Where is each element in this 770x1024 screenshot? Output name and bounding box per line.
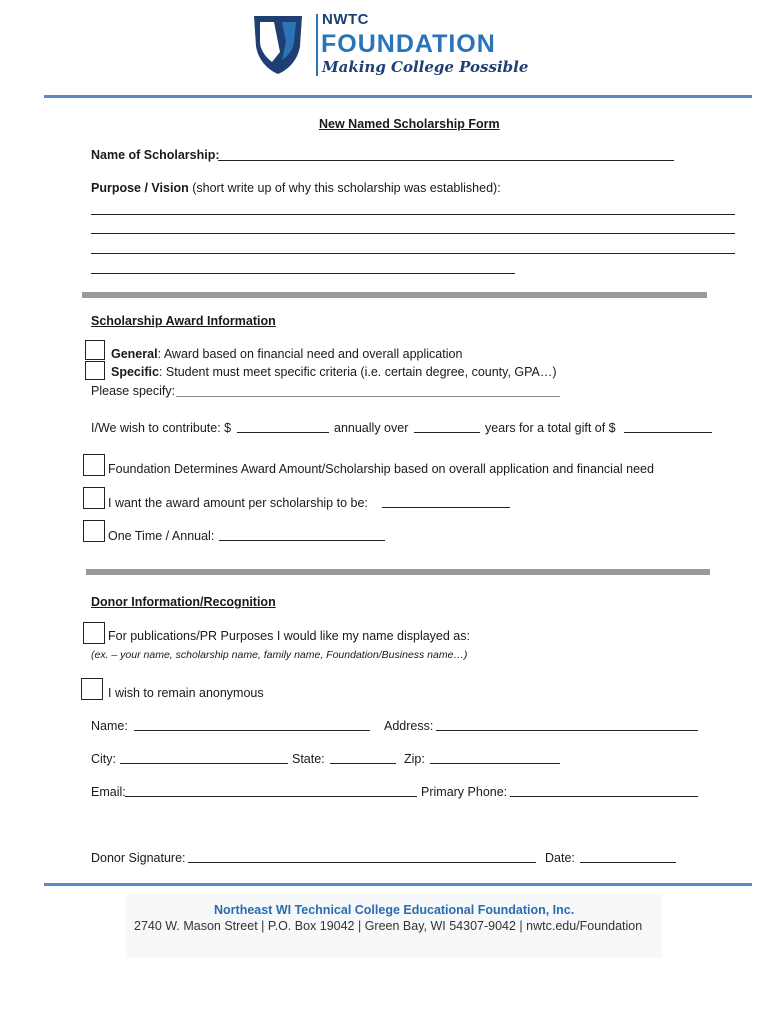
section-divider-2 xyxy=(86,569,710,575)
footer-rule xyxy=(44,883,752,886)
purpose-label: Purpose / Vision xyxy=(91,181,189,195)
one-time-field[interactable] xyxy=(219,540,385,541)
logo-divider xyxy=(316,14,318,76)
publications-hint: (ex. – your name, scholarship name, family name, Foundation/Business name…) xyxy=(91,649,468,661)
foundation-determines-checkbox[interactable] xyxy=(83,454,105,476)
zip-label: Zip: xyxy=(404,752,425,766)
name-field[interactable] xyxy=(134,730,370,731)
contribute-c: years for a total gift of $ xyxy=(485,421,616,435)
scholarship-name-label: Name of Scholarship: xyxy=(91,148,220,162)
award-heading: Scholarship Award Information xyxy=(91,314,276,328)
one-time-checkbox[interactable] xyxy=(83,520,105,542)
section-divider-1 xyxy=(82,292,707,298)
logo-tagline: Making College Possible xyxy=(322,58,529,76)
contribute-years-field[interactable] xyxy=(414,432,480,433)
purpose-line-2[interactable] xyxy=(91,233,735,234)
purpose-line-4[interactable] xyxy=(91,273,515,274)
phone-field[interactable] xyxy=(510,796,698,797)
state-field[interactable] xyxy=(330,763,396,764)
one-time-label: One Time / Annual: xyxy=(108,529,215,543)
award-amount-checkbox[interactable] xyxy=(83,487,105,509)
zip-field[interactable] xyxy=(430,763,560,764)
purpose-line-3[interactable] xyxy=(91,253,735,254)
purpose-row xyxy=(91,180,501,196)
general-checkbox[interactable] xyxy=(85,340,105,360)
publications-label: For publications/PR Purposes I would like my name displayed as: xyxy=(108,629,470,643)
award-amount-field[interactable] xyxy=(382,507,510,508)
signature-label: Donor Signature: xyxy=(91,851,186,865)
form-title: New Named Scholarship Form xyxy=(319,117,500,131)
publications-checkbox[interactable] xyxy=(83,622,105,644)
donor-heading: Donor Information/Recognition xyxy=(91,595,276,609)
email-label: Email: xyxy=(91,785,126,799)
general-row xyxy=(111,346,462,362)
state-label: State: xyxy=(292,752,325,766)
please-specify-field[interactable] xyxy=(176,396,560,397)
signature-field[interactable] xyxy=(188,862,536,863)
scholarship-name-field[interactable] xyxy=(218,160,674,161)
date-field[interactable] xyxy=(580,862,676,863)
specific-text: : Student must meet specific criteria (i.e. certain degree, county, GPA…) xyxy=(158,365,557,379)
name-label: Name: xyxy=(91,719,128,733)
contribute-total-field[interactable] xyxy=(624,432,712,433)
general-label: General xyxy=(111,347,158,361)
purpose-line-1[interactable] xyxy=(91,214,735,215)
please-specify-label: Please specify: xyxy=(91,384,176,398)
city-label: City: xyxy=(91,752,116,766)
specific-row xyxy=(111,364,557,380)
shield-logo-icon xyxy=(252,12,304,76)
award-amount-label: I want the award amount per scholarship to be: xyxy=(108,496,368,510)
header-rule xyxy=(44,95,752,98)
logo-nwtc: NWTC xyxy=(322,11,369,28)
contribute-a: I/We wish to contribute: $ xyxy=(91,421,232,435)
footer-org: Northeast WI Technical College Educational Foundation, Inc. xyxy=(214,903,575,917)
logo-foundation: FOUNDATION xyxy=(321,30,496,58)
address-label: Address: xyxy=(384,719,434,733)
date-label: Date: xyxy=(545,851,575,865)
phone-label: Primary Phone: xyxy=(421,785,508,799)
specific-checkbox[interactable] xyxy=(85,361,105,380)
footer-address: 2740 W. Mason Street | P.O. Box 19042 | Green Bay, WI 54307-9042 | nwtc.edu/Foundation xyxy=(134,919,643,933)
purpose-hint: (short write up of why this scholarship was established): xyxy=(192,181,501,195)
foundation-determines-label: Foundation Determines Award Amount/Scholarship based on overall application and financial need xyxy=(108,462,654,476)
general-text: : Award based on financial need and overall application xyxy=(157,347,463,361)
email-field[interactable] xyxy=(125,796,417,797)
contribute-b: annually over xyxy=(334,421,409,435)
anonymous-label: I wish to remain anonymous xyxy=(108,686,264,700)
address-field[interactable] xyxy=(436,730,698,731)
city-field[interactable] xyxy=(120,763,288,764)
specific-label: Specific xyxy=(111,365,159,379)
anonymous-checkbox[interactable] xyxy=(81,678,103,700)
contribute-annual-field[interactable] xyxy=(237,432,329,433)
